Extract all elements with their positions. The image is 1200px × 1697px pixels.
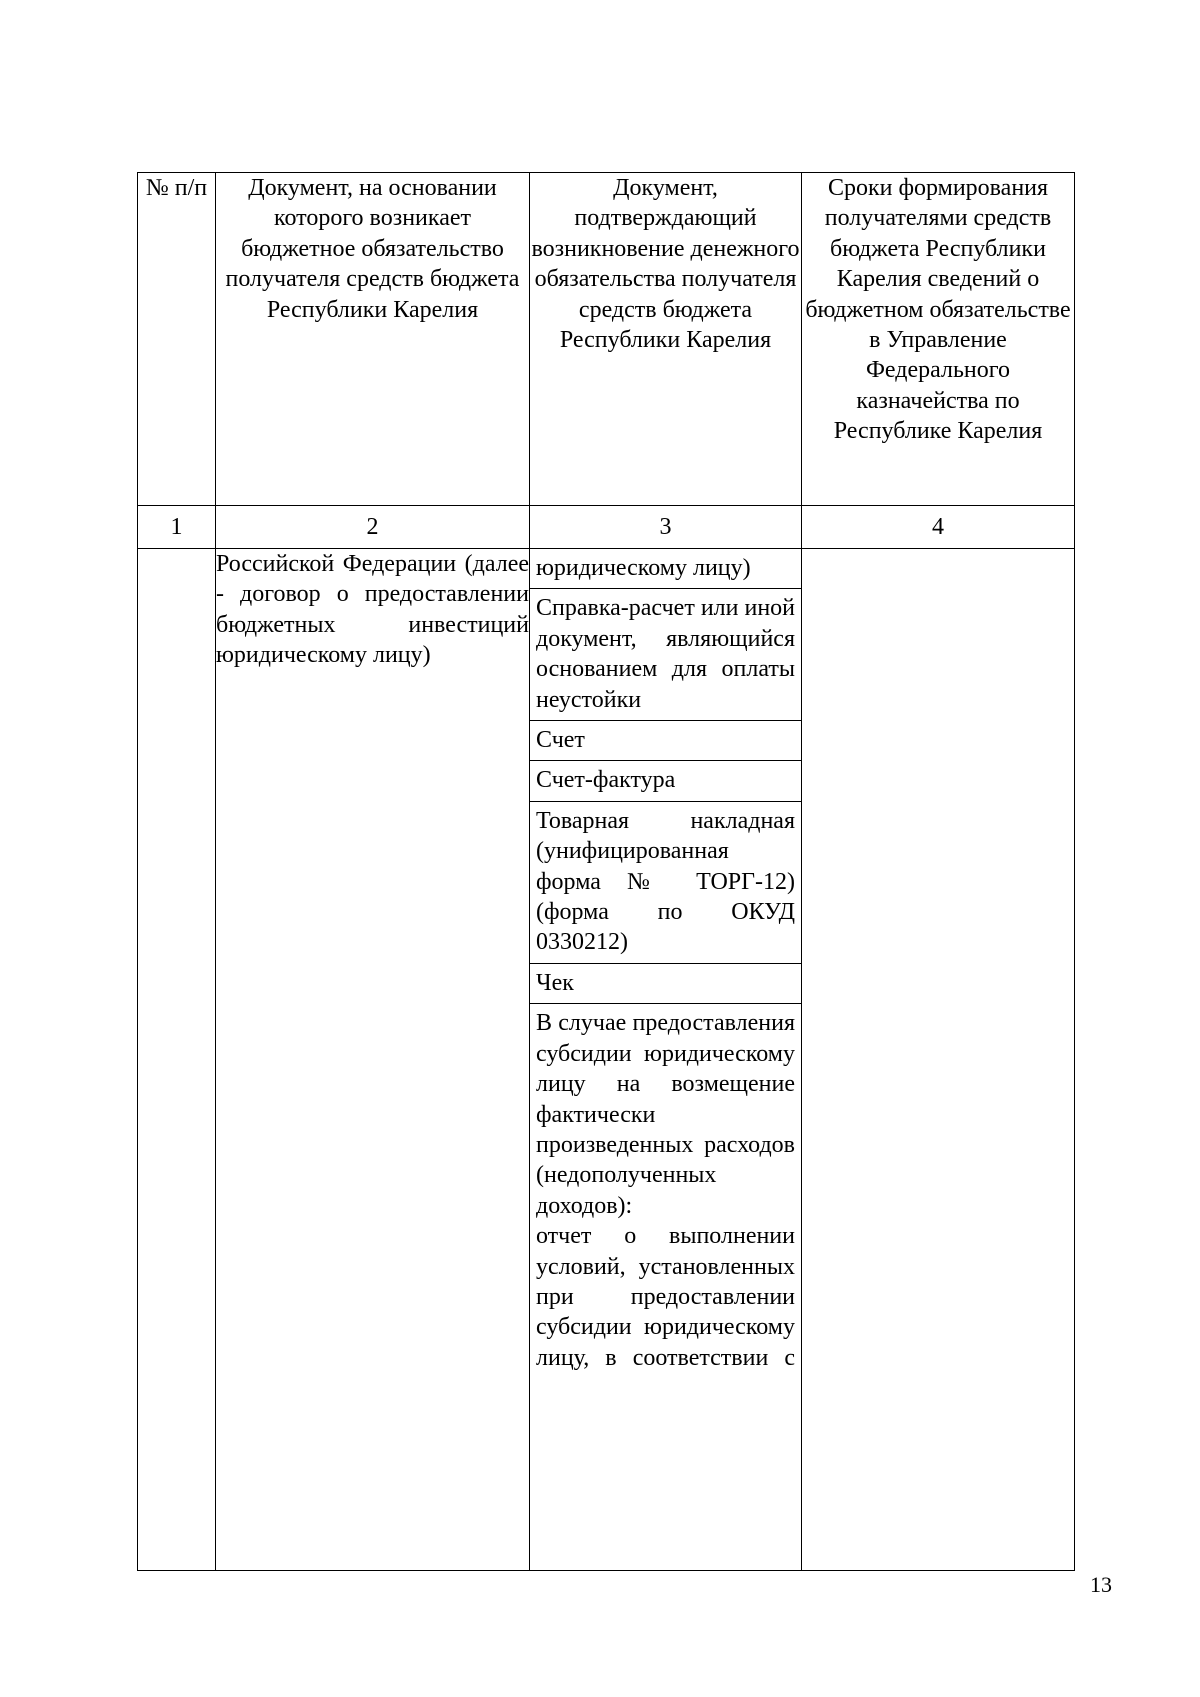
column-number-4: 4 bbox=[802, 506, 1075, 549]
subsidy-compensation-item bbox=[530, 1004, 801, 1373]
confirming-documents-cell bbox=[530, 549, 802, 1571]
column-number-row bbox=[138, 506, 1075, 549]
page-number: 13 bbox=[1090, 1572, 1112, 1597]
header-confirming-document: Документ, подтверждающий возникновение денежного обязательства получателя средств бюджета Республики Карелия bbox=[530, 173, 802, 506]
column-number-2: 2 bbox=[216, 506, 530, 549]
basis-document-cell: Российской Федерации (далее - договор о предоставлении бюджетных инвестиций юридическому лицу) bbox=[216, 549, 530, 1571]
row-number-cell bbox=[138, 549, 216, 1571]
confirming-document-item: Счет bbox=[530, 721, 801, 761]
budget-obligations-table bbox=[137, 172, 1075, 1571]
column-number-3: 3 bbox=[530, 506, 802, 549]
header-deadlines: Сроки формирования получателями средств бюджета Республики Карелия сведений о бюджетном обязательстве в Управление Федерального казначейства по Республике Карелия bbox=[802, 173, 1075, 506]
confirming-document-item: Товарная накладная (унифицированная форма № ТОРГ-12) (форма по ОКУД 0330212) bbox=[530, 802, 801, 964]
header-basis-document: Документ, на основании которого возникает бюджетное обязательство получателя средств бюджета Республики Карелия bbox=[216, 173, 530, 506]
subsidy-compensation-intro: В случае предоставления субсидии юридическому лицу на возмещение фактически произведенных расходов (недополученных доходов): bbox=[536, 1010, 795, 1219]
subsidy-report-text: отчет о выполнении условий, установленных при предоставлении субсидии юридическому лицу, в соответствии с bbox=[536, 1223, 795, 1371]
table-header-row bbox=[138, 173, 1075, 506]
confirming-document-item: Чек bbox=[530, 964, 801, 1004]
confirming-document-item: Счет-фактура bbox=[530, 761, 801, 801]
confirming-document-item: Справка-расчет или иной документ, являющийся основанием для оплаты неустойки bbox=[530, 589, 801, 721]
header-number: № п/п bbox=[138, 173, 216, 506]
table-row bbox=[138, 549, 1075, 1571]
column-number-1: 1 bbox=[138, 506, 216, 549]
confirming-document-item: юридическому лицу) bbox=[530, 549, 801, 589]
deadlines-cell bbox=[802, 549, 1075, 1571]
